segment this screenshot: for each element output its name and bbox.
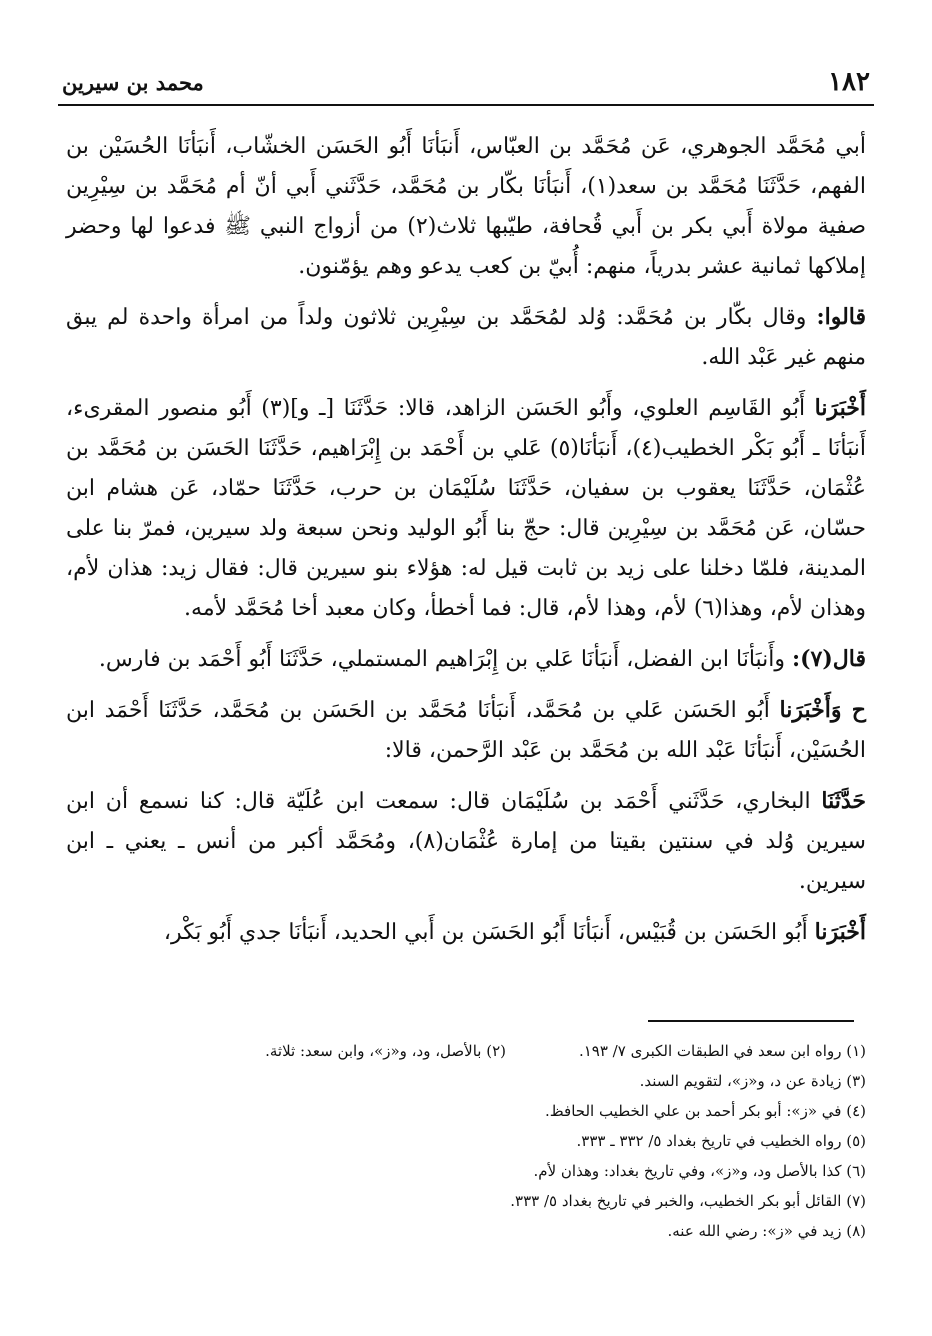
paragraph-text: أَبُو الحَسَن بن قُبَيْس، أَنبَأنَا أَبُو الحَسَن بن أَبي الحديد، أَنبَأنَا جدي أَبُو بَكْر، bbox=[163, 920, 815, 945]
footnote-4: (٤) في «ز»: أبو بكر أحمد بن علي الخطيب الحافظ. bbox=[545, 1102, 866, 1120]
paragraph-lead: أَخْبَرَنا bbox=[814, 919, 866, 945]
footnote-row bbox=[66, 1036, 866, 1066]
paragraph-text: أَبُو الحَسَن عَلي بن مُحَمَّد، أَنبَأنَا مُحَمَّد بن الحَسَن بن مُحَمَّد، حَدَّثَنَا أَحْمَد ابن الحُسَيْن، أَنبَأنَا عَبْد الله بن مُحَمَّد بن عَبْد الرَّحمن، قالا: bbox=[66, 698, 866, 763]
footnote-7: (٧) القائل أبو بكر الخطيب، والخبر في تاريخ بغداد ٥/ ٣٣٣. bbox=[510, 1192, 866, 1210]
paragraph-text: أَبُو القَاسِم العلوي، وأَبُو الحَسَن الزاهد، قالا: حَدَّثَنَا [ـ و](٣) أَبُو منصور المقرىء، أَنبَأنَا ـ أَبُو بَكْر الخطيب(٤)، أَنبَأنَا(٥) عَلي بن أَحْمَد بن إِبْرَاهيم، حَدَّثَنَا الحَسَن بن مُحَمَّد بن عُثْمَان، حَدَّثَنَا يعقوب بن سفيان، حَدَّثَنَا سُلَيْمَان بن حرب، حَدَّثَنَا حمّاد، عَن هشام ابن حسّان، عَن مُحَمَّد بن سِيْرِين قال: حجّ بنا أَبُو الوليد ونحن سبعة ولد سيرين، فمرّ بنا على المدينة، فلمّا دخلنا على زيد بن ثابت قيل له: هؤلاء بنو سيرين قال: فقال زيد: هذان لأم، وهذان لأم، وهذا(٦) لأم، وهذا لأم، قال: فما أخطأ، وكان معبد أخا مُحَمَّد لأمه. bbox=[66, 396, 866, 621]
paragraph-text: وأَنبَأنَا ابن الفضل، أَنبَأنَا عَلي بن إِبْرَاهيم المستملي، حَدَّثَنَا أَبُو أَحْمَد بن فارس. bbox=[98, 647, 793, 672]
footnote-3: (٣) زيادة عن د، و«ز»، لتقويم السند. bbox=[639, 1072, 866, 1090]
paragraph bbox=[66, 912, 866, 953]
paragraph-lead: قال(٧): bbox=[792, 646, 866, 672]
footnote-5: (٥) رواه الخطيب في تاريخ بغداد ٥/ ٣٣٢ ـ ٣٣٣. bbox=[576, 1132, 866, 1150]
paragraph-text: البخاري، حَدَّثَني أَحْمَد بن سُلَيْمَان قال: سمعت ابن عُلَيّة قال: كنا نسمع أن ابن سيرين وُلد في سنتين بقيتا من إمارة عُثْمَان(٨)، ومُحَمَّد أكبر من أنس ـ يعني ـ ابن سيرين. bbox=[66, 789, 866, 894]
paragraph bbox=[66, 690, 866, 771]
paragraph bbox=[66, 126, 866, 287]
page-header bbox=[62, 62, 870, 102]
footnote-2: (٢) بالأصل، ود، و«ز»، وابن سعد: ثلاثة. bbox=[265, 1042, 506, 1060]
main-text bbox=[66, 126, 866, 963]
footnote-rule bbox=[648, 1020, 854, 1022]
paragraph-text: وقال بكّار بن مُحَمَّد: وُلد لمُحَمَّد بن سِيْرِين ثلاثون ولداً من امرأة واحدة لم يبق منهم غير عَبْد الله. bbox=[66, 305, 866, 370]
footnote-8: (٨) زيد في «ز»: رضي الله عنه. bbox=[667, 1222, 866, 1240]
paragraph-lead: ح وَأَخْبَرَنا bbox=[779, 697, 866, 723]
paragraph bbox=[66, 781, 866, 902]
footnote-1: (١) رواه ابن سعد في الطبقات الكبرى ٧/ ١٩٣. bbox=[578, 1042, 866, 1060]
footnotes bbox=[66, 1036, 866, 1246]
page-number: ١٨٢ bbox=[828, 67, 870, 97]
paragraph-lead: حَدَّثَنَا bbox=[821, 788, 866, 814]
paragraph bbox=[66, 388, 866, 629]
paragraph-lead: أَخْبَرَنا bbox=[814, 395, 866, 421]
paragraph-text: أبي مُحَمَّد الجوهري، عَن مُحَمَّد بن العبّاس، أَنبَأنَا أَبُو الحَسَن الخشّاب، أَنبَأنَا الحُسَيْن بن الفهم، حَدَّثَنَا مُحَمَّد بن سعد(١)، أَنبَأنَا بكّار بن مُحَمَّد، حَدَّثَني أَبي أنّ أم مُحَمَّد بن سِيْرِين صفية مولاة أَبي بكر بن أَبي قُحافة، طيّبها ثلاث(٢) من أزواج النبي ﷺ فدعوا لها وحضر إملاكها ثمانية عشر بدرياً، منهم: أُبيّ بن كعب يدعو وهم يؤمّنون. bbox=[66, 134, 866, 279]
running-title: محمد بن سيرين bbox=[62, 69, 204, 95]
header-rule bbox=[58, 104, 874, 106]
paragraph bbox=[66, 639, 866, 680]
paragraph-lead: قالوا: bbox=[816, 304, 866, 330]
footnote-6: (٦) كذا بالأصل ود، و«ز»، وفي تاريخ بغداد: وهذان لأم. bbox=[533, 1162, 866, 1180]
paragraph bbox=[66, 297, 866, 378]
